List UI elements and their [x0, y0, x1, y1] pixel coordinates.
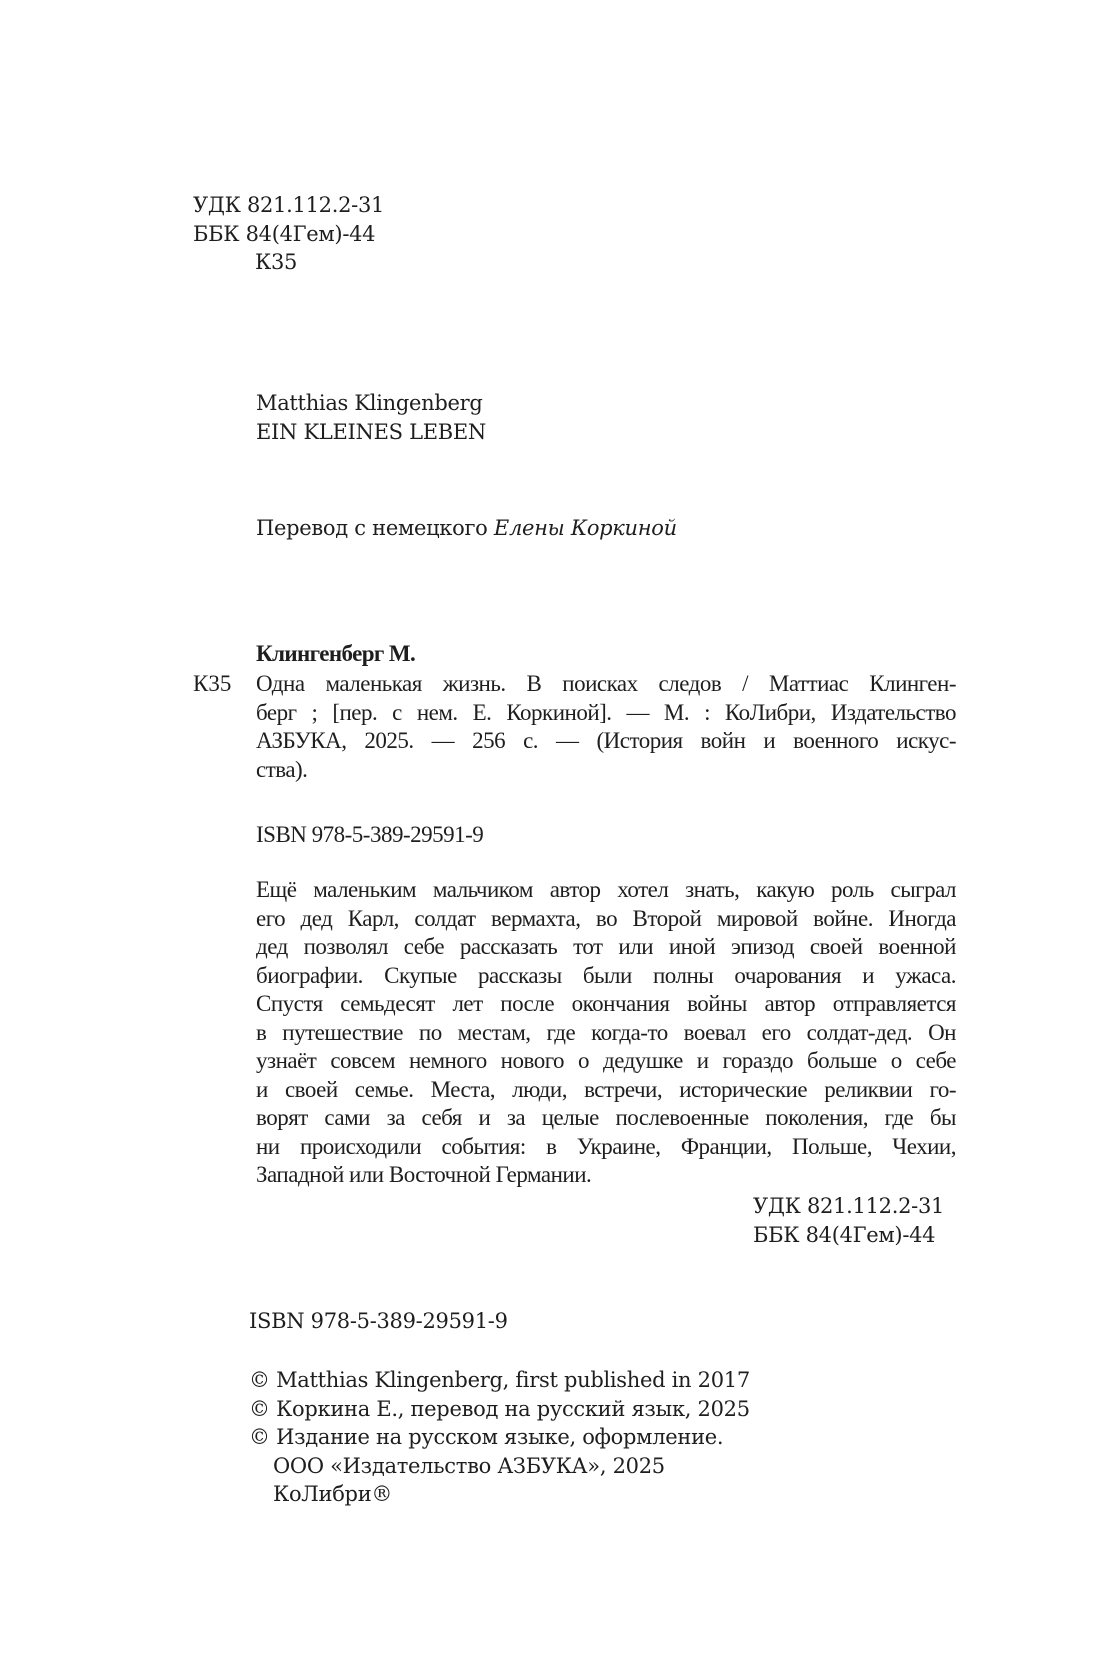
publisher-brand: КоЛибри® [273, 1482, 393, 1506]
copyright-block [249, 1366, 750, 1509]
annotation-line: его дед Карл, солдат вермахта, во Второй мировой войне. Иногда [256, 905, 956, 931]
description-line: АЗБУКА, 2025. — 256 с. — (История войн и военного искус- [256, 728, 956, 753]
original-author: Matthias Klingenberg [256, 391, 483, 415]
catalog-description [256, 670, 956, 784]
annotation-line: дед позволял себе рассказать тот или иной эпизод своей военной [256, 934, 956, 959]
author-mark: К35 [255, 250, 298, 274]
isbn: ISBN 978-5-389-29591-9 [249, 1309, 508, 1333]
copyright-line: ООО «Издательство АЗБУКА», 2025 [273, 1453, 665, 1478]
classification-top [193, 191, 384, 277]
original-edition [256, 389, 486, 446]
copyright-line: © Matthias Klingenberg, first published in 2017 [249, 1368, 750, 1392]
description-line: берг ; [пер. с нем. Е. Коркиной]. — М. : КоЛибри, Издательство [256, 699, 956, 725]
annotation-line: и своей семье. Места, люди, встречи, исторические реликвии го- [256, 1076, 956, 1102]
udk-code: УДК 821.112.2-31 [193, 193, 385, 217]
catalog-bbk: ББК 84(4Гем)-44 [753, 1222, 936, 1247]
catalog-heading: Клингенберг М. [256, 641, 416, 666]
catalog-udk: УДК 821.112.2-31 [753, 1194, 945, 1218]
copyright-line: © Коркина Е., перевод на русский язык, 2025 [249, 1396, 750, 1421]
annotation-line: Ещё маленьким мальчиком автор хотел знать, какую роль сыграл [256, 877, 956, 902]
annotation-line: Спустя семьдесят лет после окончания войны автор отправляется [256, 991, 956, 1016]
translator-name: Елены Коркиной [493, 516, 677, 540]
catalog-classification [753, 1192, 944, 1249]
annotation-line: ворят сами за себя и за целые послевоенные поколения, где бы [256, 1105, 956, 1130]
annotation-line: ни происходили события: в Украине, Франции, Польше, Чехии, [256, 1133, 956, 1159]
annotation-line: узнаёт совсем немного нового о дедушке и гораздо больше о себе [256, 1048, 956, 1073]
catalog-author-mark: К35 [193, 671, 232, 696]
original-title: EIN KLEINES LEBEN [256, 419, 487, 444]
catalog-isbn: ISBN 978-5-389-29591-9 [256, 822, 484, 847]
description-line: ства). [256, 756, 308, 782]
bbk-code: ББК 84(4Гем)-44 [193, 221, 376, 246]
annotation-line: Западной или Восточной Германии. [256, 1162, 592, 1187]
catalog-annotation [256, 876, 956, 1190]
annotation-line: биографии. Скупые рассказы были полны очарования и ужаса. [256, 962, 956, 988]
translation-credit [256, 514, 677, 543]
translation-prefix: Перевод с немецкого [256, 516, 488, 540]
copyright-line: © Издание на русском языке, оформление. [249, 1425, 724, 1449]
annotation-line: в путешествие по местам, где когда-то воевал его солдат-дед. Он [256, 1019, 956, 1045]
description-line: Одна маленькая жизнь. В поисках следов / Маттиас Клинген- [256, 671, 956, 696]
